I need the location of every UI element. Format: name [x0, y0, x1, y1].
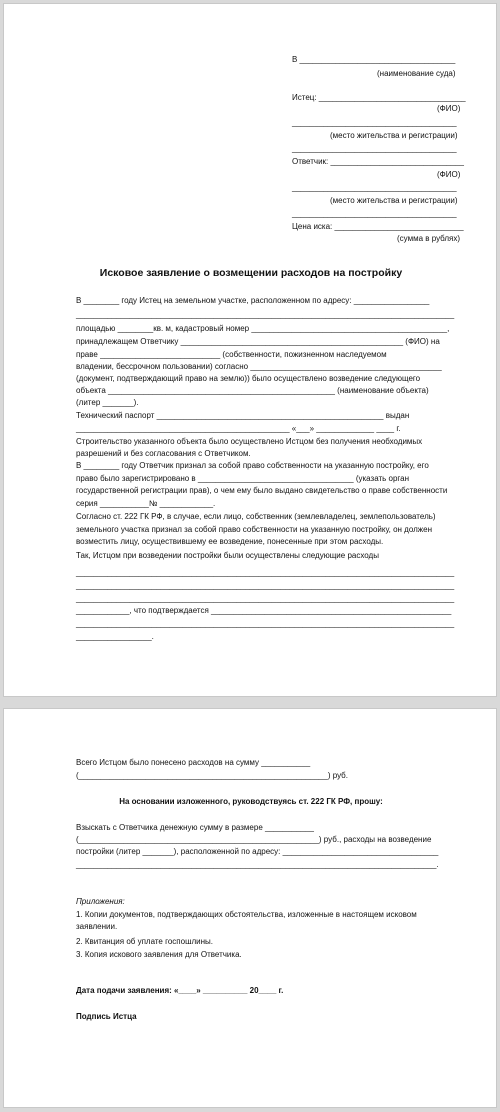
plaintiff-fio-note: (ФИО) — [437, 104, 461, 113]
annex-title: Приложения: — [76, 897, 125, 906]
body-line: владении, бессрочном пользовании) согласно ___________________________________________ — [76, 362, 442, 371]
defendant-fio-note: (ФИО) — [437, 170, 461, 179]
body-line: Согласно ст. 222 ГК РФ, в случае, если лицо, собственник (землевладелец, землепользователь) — [76, 512, 436, 521]
body-line: государственной регистрации прав), о чем ему было выдано свидетельство о праве собственности — [76, 486, 448, 495]
plaintiff-line: Истец: _________________________________ — [292, 93, 466, 102]
defendant-address-line-2: _____________________________________ — [292, 209, 457, 218]
body-line: праве ___________________________ (собственности, пожизненном наследуемом — [76, 350, 387, 359]
total-expenses-words: (________________________________________________________) руб. — [76, 771, 348, 780]
body-line: право было зарегистрировано в ___________________________________ (указать орган — [76, 474, 410, 483]
body-line: _____________________________________________________________________________________ — [76, 581, 455, 590]
plaintiff-address-line: _____________________________________ — [292, 118, 457, 127]
claim-line-4: _________________________________________________________________________________. — [76, 860, 439, 869]
body-line: ____________, что подтверждается ______________________________________________________ — [76, 606, 452, 615]
annex-item: 1. Копии документов, подтверждающих обстоятельства, изложенные в настоящем исковом — [76, 910, 417, 919]
plaintiff-address-line-2: _____________________________________ — [292, 144, 457, 153]
document-page-1 — [3, 3, 497, 697]
body-line: _____________________________________________________________________________________ — [76, 619, 455, 628]
body-line: _____________________________________________________________________________________ — [76, 594, 455, 603]
annex-item: 2. Квитанция об уплате госпошлины. — [76, 937, 214, 946]
court-line: В ___________________________________ — [292, 55, 456, 64]
body-line: _________________. — [76, 632, 154, 641]
claim-line-3: постройки (литер _______), расположенной по адресу: ___________________________________ — [76, 847, 439, 856]
body-line: Так, Истцом при возведении постройки были осуществлены следующие расходы — [76, 551, 379, 560]
document-title: Исковое заявление о возмещении расходов на постройку — [99, 267, 403, 279]
body-line: Строительство указанного объекта было осуществлено Истцом без получения необходимых — [76, 437, 423, 446]
body-line: (литер _______). — [76, 398, 139, 407]
body-line: _____________________________________________________________________________________ — [76, 310, 455, 319]
body-line: (документ, подтверждающий право на землю)) было осуществлено возведение следующего — [76, 374, 421, 383]
body-line: _____________________________________________________________________________________ — [76, 568, 455, 577]
body-line: ________________________________________________ «___» _____________ ____ г. — [76, 424, 401, 433]
petition-basis: На основании изложенного, руководствуясь ст. 222 ГК РФ, прошу: — [119, 797, 383, 806]
claim-price-line: Цена иска: _____________________________ — [292, 222, 464, 231]
body-line: площадью ________кв. м, кадастровый номер ____________________________________________, — [76, 324, 450, 333]
court-note: (наименование суда) — [377, 69, 456, 78]
annex-item: заявлении. — [76, 922, 118, 931]
body-line: объекта ___________________________________________________ (наименование объекта) — [76, 386, 429, 395]
claim-line-2: (______________________________________________________) руб., расходы на возведение — [76, 835, 432, 844]
claim-price-note: (сумма в рублях) — [397, 234, 461, 243]
document-page-2 — [3, 708, 497, 1108]
annex-item: 3. Копия искового заявления для Ответчика. — [76, 950, 242, 959]
body-line: В ________ году Истец на земельном участке, расположенном по адресу: _________________ — [76, 296, 430, 305]
body-line: возместить лицу, осуществившему ее возведение, понесенные при этом расходы. — [76, 537, 384, 546]
plaintiff-signature: Подпись Истца — [76, 1012, 137, 1021]
body-line: принадлежащем Ответчику __________________________________________________ (ФИО) на — [76, 337, 440, 346]
defendant-address-line: _____________________________________ — [292, 183, 457, 192]
total-expenses-line: Всего Истцом было понесено расходов на сумму ___________ — [76, 758, 311, 767]
body-line: В ________ году Ответчик признал за собой право собственности на указанную постройку, его — [76, 461, 429, 470]
claim-line-1: Взыскать с Ответчика денежную сумму в размере ___________ — [76, 823, 314, 832]
body-line: разрешений и без согласования с Ответчиком. — [76, 449, 251, 458]
body-line: земельного участка признал за собой право собственности на указанную постройку, он должен — [76, 525, 433, 534]
body-line: Технический паспорт ___________________________________________________ выдан — [76, 411, 410, 420]
defendant-address-note: (место жительства и регистрации) — [330, 196, 458, 205]
filing-date-line: Дата подачи заявления: «____» __________ 20____ г. — [76, 986, 284, 995]
body-line: серия ___________№ ____________. — [76, 499, 216, 508]
plaintiff-address-note: (место жительства и регистрации) — [330, 131, 458, 140]
defendant-line: Ответчик: ______________________________ — [292, 157, 464, 166]
